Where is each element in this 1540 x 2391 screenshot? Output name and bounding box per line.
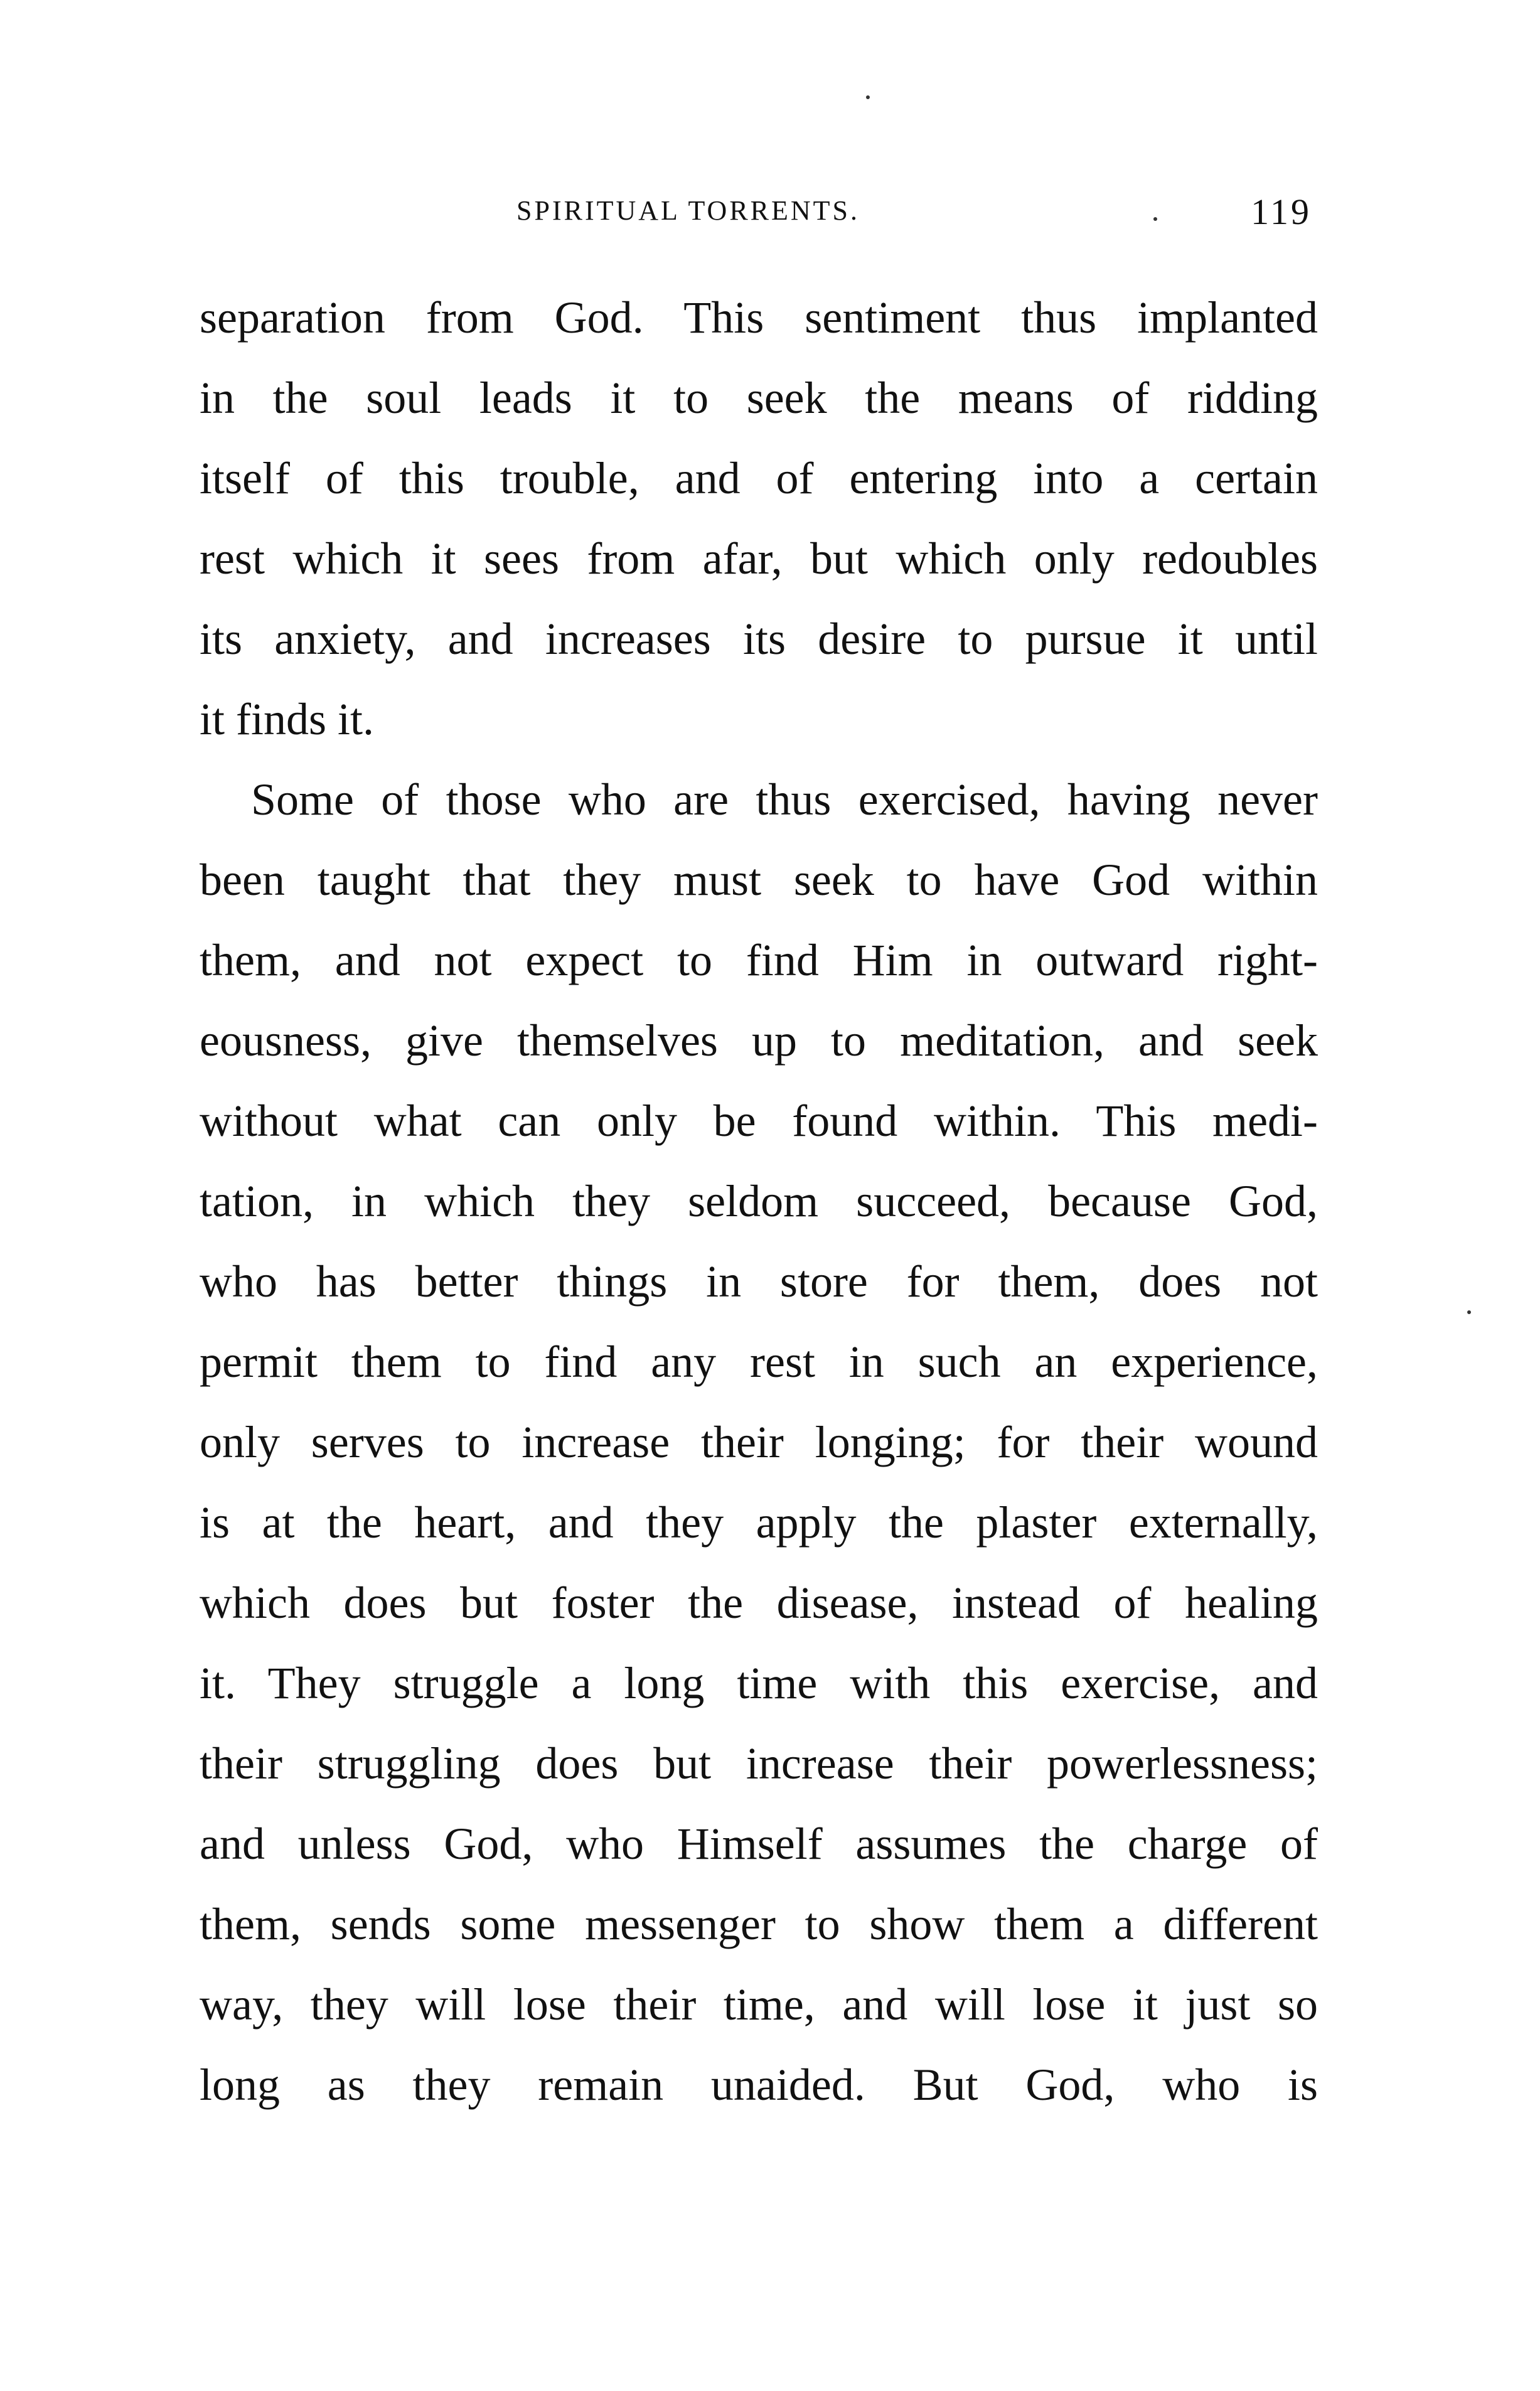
body-text [200,277,1318,2125]
text-line: it. They struggle a long time with this exercise, and [200,1658,1318,1708]
text-line: them, sends some messenger to show them a different [200,1899,1318,1949]
text-line: them, and not expect to find Him in outward right- [200,935,1318,985]
text-line: which does but foster the disease, instead of healing [200,1578,1318,1628]
running-head: SPIRITUAL TORRENTS. [516,195,860,226]
text-line: and unless God, who Himself assumes the charge of [200,1819,1318,1869]
text-line: who has better things in store for them, does not [200,1256,1318,1307]
text-line: way, they will lose their time, and will lose it just so [200,1979,1318,2030]
paragraph-first-line: Some of those who are thus exercised, having never [251,774,1318,825]
text-line: eousness, give themselves up to meditation, and seek [200,1015,1318,1066]
text-line: its anxiety, and increases its desire to pursue it until [200,614,1318,664]
text-line: long as they remain unaided. But God, who is [200,2060,1318,2110]
text-line: it finds it. [200,694,375,744]
text-line: separation from God. This sentiment thus implanted [200,292,1318,343]
speck-mark [866,95,870,99]
text-line: only serves to increase their longing; for their wound [200,1417,1318,1467]
text-line: in the soul leads it to seek the means of ridding [200,373,1318,423]
text-line: rest which it sees from afar, but which only redoubles [200,533,1318,584]
page-header [200,188,1318,238]
text-line: permit them to find any rest in such an experience, [200,1337,1318,1387]
page-number: 119 [1251,191,1312,232]
text-line: itself of this trouble, and of entering into a certain [200,453,1318,503]
text-line: tation, in which they seldom succeed, because God, [200,1176,1318,1226]
text-line: is at the heart, and they apply the plaster externally, [200,1497,1318,1548]
speck-mark [1467,1310,1471,1314]
text-line: been taught that they must seek to have God within [200,855,1318,905]
text-line: their struggling does but increase their powerlessness; [200,1738,1318,1789]
text-line: without what can only be found within. This medi- [200,1096,1318,1146]
